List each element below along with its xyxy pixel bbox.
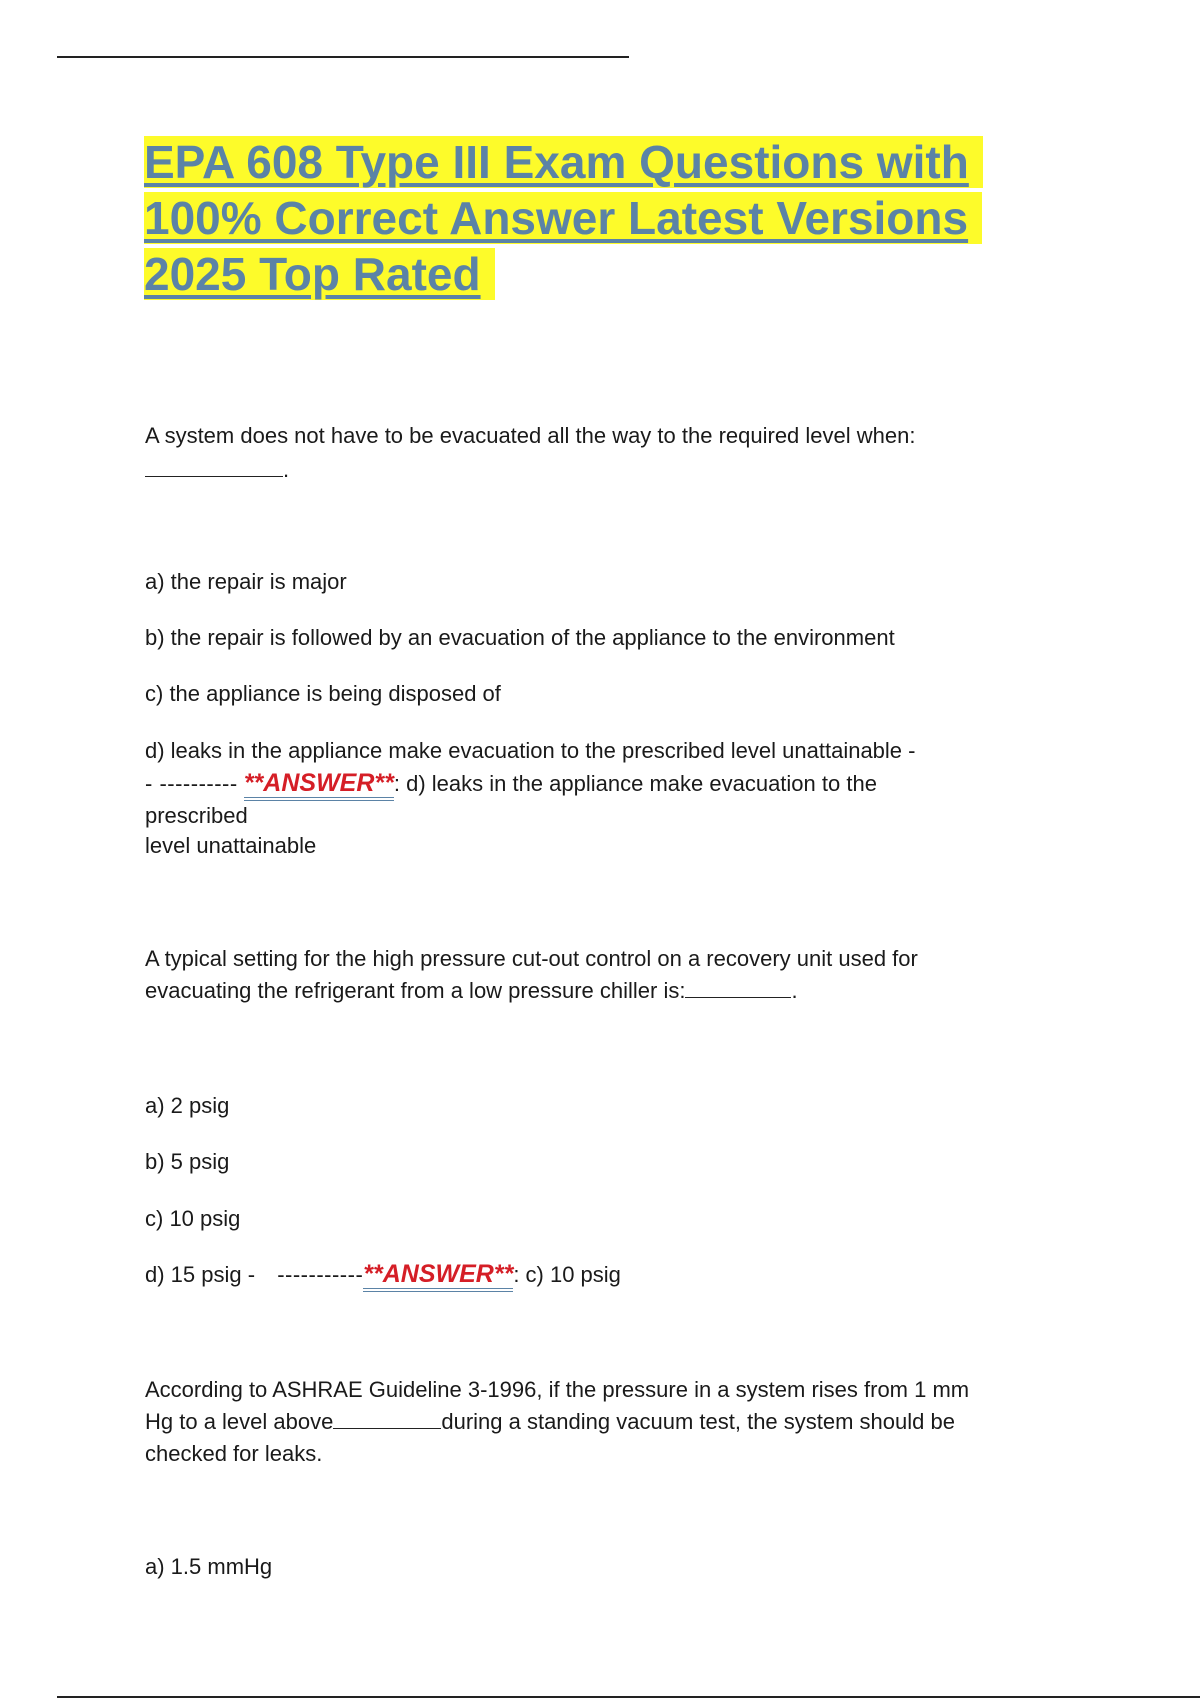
question-3-text-line-2: Hg to a level above during a standing vacuum test, the system should be bbox=[145, 1406, 955, 1438]
footer-rule bbox=[57, 1696, 1200, 1698]
document-title bbox=[144, 134, 1044, 302]
answer-blank bbox=[333, 1406, 441, 1429]
question-1-option-c: c) the appliance is being disposed of bbox=[145, 681, 501, 706]
question-3-option-a: a) 1.5 mmHg bbox=[145, 1554, 273, 1579]
question-1-option-b: b) the repair is followed by an evacuation of the appliance to the environment bbox=[145, 625, 895, 650]
question-1-answer-cont-1: prescribed bbox=[145, 803, 248, 828]
answer-blank bbox=[685, 975, 791, 998]
question-3-text-line-3: checked for leaks. bbox=[145, 1441, 323, 1466]
answer-dashes: ----------- bbox=[277, 1262, 364, 1287]
question-2-option-c: c) 10 psig bbox=[145, 1206, 241, 1231]
question-1-answer-cont-2: level unattainable bbox=[145, 833, 317, 858]
answer-text: : c) 10 psig bbox=[513, 1262, 621, 1287]
header-rule bbox=[57, 56, 629, 58]
answer-label: **ANSWER** bbox=[244, 769, 394, 801]
question-1-answer-line bbox=[145, 768, 877, 800]
question-1-option-d: d) leaks in the appliance make evacuation to the prescribed level unattainable - bbox=[145, 738, 916, 763]
question-3-text-line-1: According to ASHRAE Guideline 3-1996, if the pressure in a system rises from 1 mm bbox=[145, 1377, 970, 1402]
question-1-text: A system does not have to be evacuated all the way to the required level when: bbox=[145, 423, 916, 448]
question-2-text-line-2: evacuating the refrigerant from a low pressure chiller is: . bbox=[145, 975, 798, 1007]
answer-text: : d) leaks in the appliance make evacuation to the bbox=[393, 771, 877, 796]
title-line-2: 100% Correct Answer Latest Versions bbox=[144, 192, 982, 244]
title-line-3: 2025 Top Rated bbox=[144, 248, 495, 300]
question-2-option-d: d) 15 psig - -----------**ANSWER**: c) 10 psig bbox=[145, 1259, 621, 1291]
answer-label: **ANSWER** bbox=[363, 1260, 513, 1292]
answer-dashes: - ---------- bbox=[145, 771, 238, 796]
question-2-option-b: b) 5 psig bbox=[145, 1149, 230, 1174]
title-line-1: EPA 608 Type III Exam Questions with bbox=[144, 136, 983, 188]
question-2-text-line-1: A typical setting for the high pressure cut-out control on a recovery unit used for bbox=[145, 946, 918, 971]
question-2-option-a: a) 2 psig bbox=[145, 1093, 230, 1118]
answer-blank bbox=[145, 454, 283, 477]
question-1-option-a: a) the repair is major bbox=[145, 569, 347, 594]
question-1-blank: . bbox=[145, 454, 289, 486]
